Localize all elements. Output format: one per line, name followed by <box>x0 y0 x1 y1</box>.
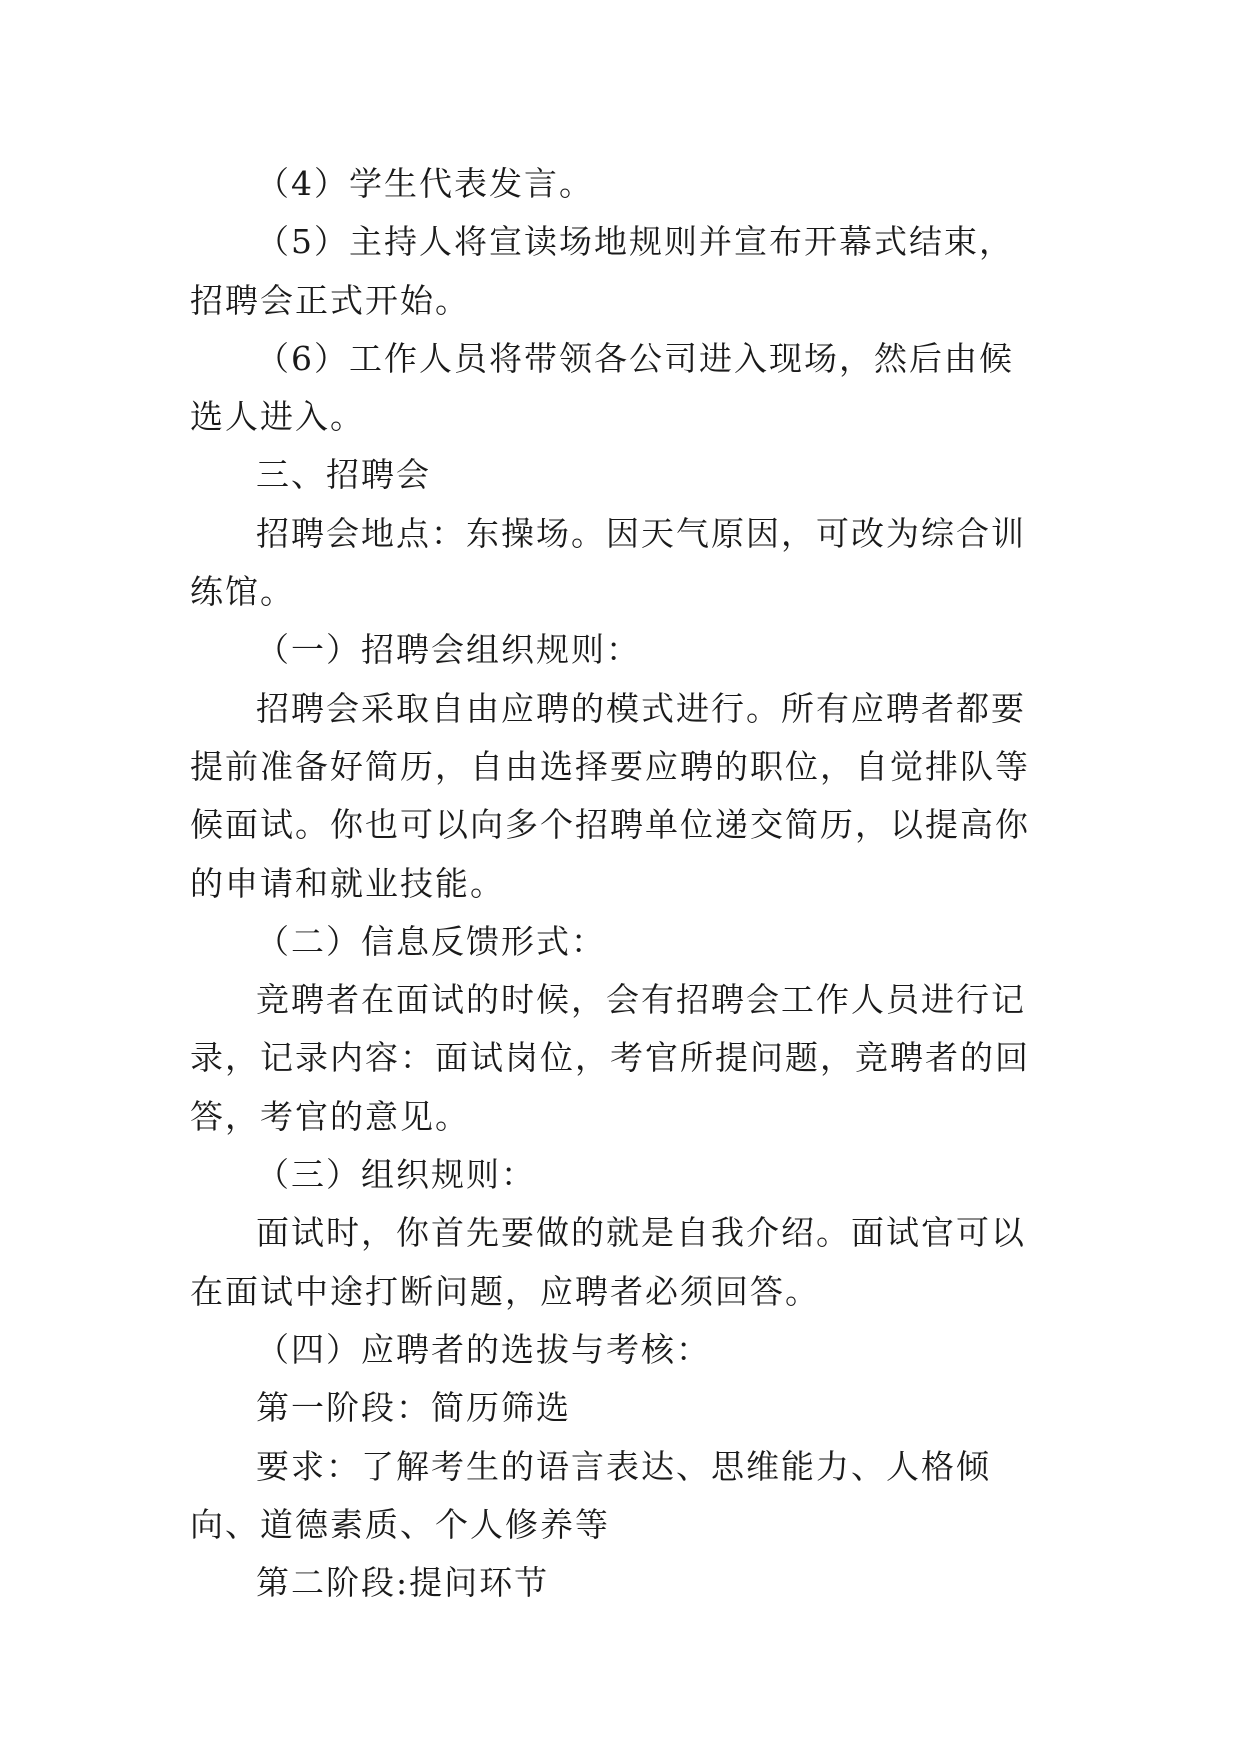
document-body <box>190 155 1046 1612</box>
section-heading-job-fair: 三、招聘会 <box>256 455 431 495</box>
subheading-organization-rules: （一）招聘会组织规则： <box>256 630 641 670</box>
paragraph-location: 招聘会地点：东操场。因天气原因，可改为综合训练馆。 <box>190 513 1026 612</box>
list-item-4: （4）学生代表发言。 <box>256 164 594 203</box>
stage-two-title: 第二阶段:提问环节 <box>256 1563 550 1603</box>
subheading-selection-assessment: （四）应聘者的选拔与考核： <box>256 1329 711 1369</box>
subheading-rules: （三）组织规则： <box>256 1155 536 1195</box>
paragraph-self-introduction: 面试时，你首先要做的就是自我介绍。面试官可以在面试中途打断问题，应聘者必须回答。 <box>190 1213 1026 1311</box>
subheading-feedback-form: （二）信息反馈形式： <box>256 921 606 961</box>
stage-one-requirements: 要求：了解考生的语言表达、思维能力、人格倾向、道德素质、个人修养等 <box>190 1446 991 1544</box>
paragraph-interview-records: 竞聘者在面试的时候，会有招聘会工作人员进行记录，记录内容：面试岗位，考官所提问题，竞聘者的回答，考官的意见。 <box>190 980 1030 1136</box>
paragraph-application-mode: 招聘会采取自由应聘的模式进行。所有应聘者都要提前准备好简历，自由选择要应聘的职位，自觉排队等候面试。你也可以向多个招聘单位递交简历，以提高你的申请和就业技能。 <box>190 688 1030 903</box>
list-item-5: （5）主持人将宣读场地规则并宣布开幕式结束，招聘会正式开始。 <box>190 222 1014 320</box>
list-item-6: （6）工作人员将带领各公司进入现场，然后由候选人进入。 <box>190 338 1014 437</box>
stage-one-title: 第一阶段：简历筛选 <box>256 1388 571 1428</box>
